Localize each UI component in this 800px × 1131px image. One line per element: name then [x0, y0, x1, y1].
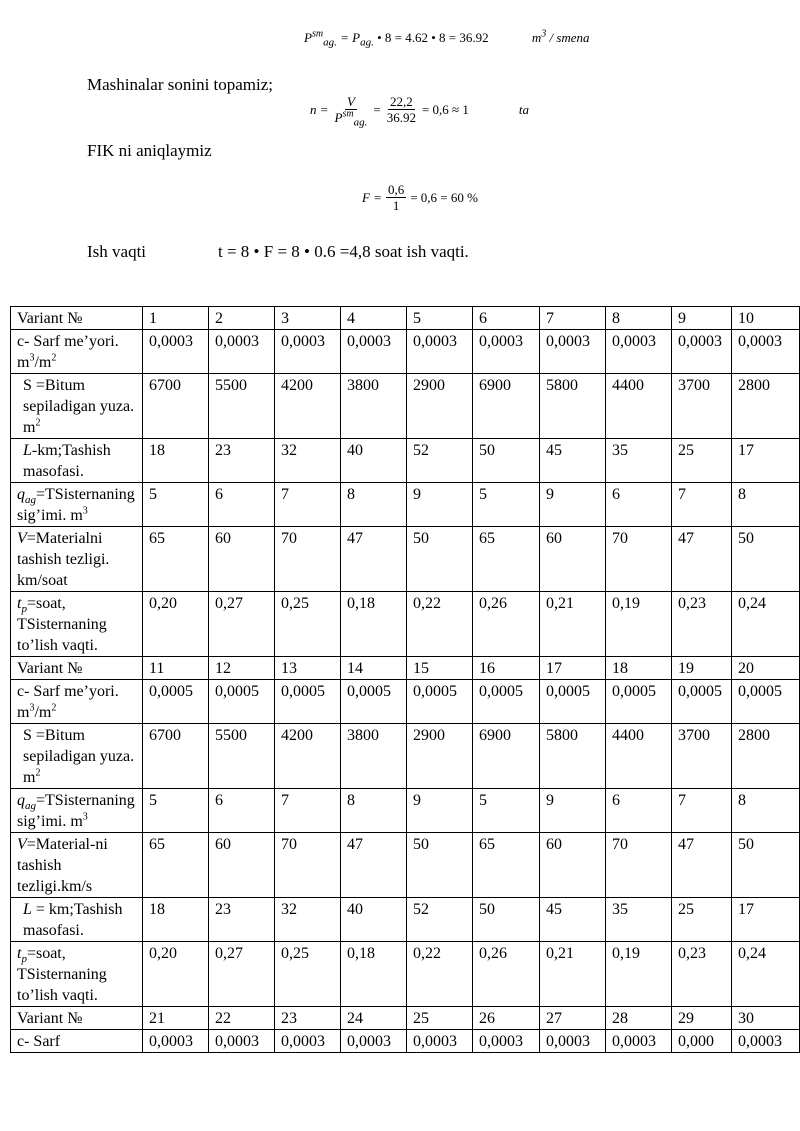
table-cell: 9: [672, 307, 732, 330]
speed-row: [11, 527, 800, 592]
table-cell: 25: [672, 898, 732, 942]
table-cell: 52: [407, 898, 473, 942]
table-cell: 16: [473, 657, 540, 680]
table-cell: 70: [606, 833, 672, 898]
table-cell: 30: [732, 1007, 800, 1030]
table-cell: 0,000: [672, 1030, 732, 1053]
formula-efficiency: F = $\frac{0,6}{1}$ = 0,6 = 60 %: [362, 182, 478, 213]
paragraph-work-time: Ish vaqti t = 8 • F = 8 • 0.6 =4,8 soat ish vaqti.: [87, 242, 469, 261]
variant-row: [11, 307, 800, 330]
table-cell: 52: [407, 439, 473, 483]
table-cell: 5: [143, 789, 209, 833]
table-cell: 0,20: [143, 942, 209, 1007]
table-cell: 0,0005: [540, 680, 606, 724]
table-cell: 17: [540, 657, 606, 680]
table-cell: 9: [540, 789, 606, 833]
table-cell: 0,19: [606, 592, 672, 657]
table-cell: 0,0005: [209, 680, 275, 724]
table-cell: 0,23: [672, 592, 732, 657]
row-label: $t_p=soat$, TSisternaning to’lish vaqti.: [11, 592, 143, 657]
table-cell: 4400: [606, 724, 672, 789]
table-cell: 0,26: [473, 592, 540, 657]
row-label: L = km;Tashish masofasi.: [11, 898, 143, 942]
table-cell: 18: [143, 898, 209, 942]
table-cell: 35: [606, 439, 672, 483]
table-cell: 5: [407, 307, 473, 330]
sarf-row: [11, 330, 800, 374]
table-cell: 2900: [407, 374, 473, 439]
sarf-row: [11, 1030, 800, 1053]
table-cell: 47: [672, 833, 732, 898]
table-cell: 12: [209, 657, 275, 680]
table-cell: 8: [732, 789, 800, 833]
fill-time-row: [11, 942, 800, 1007]
table-cell: 9: [407, 789, 473, 833]
table-cell: 4200: [275, 374, 341, 439]
variants-table: [10, 306, 800, 1053]
table-cell: 60: [209, 833, 275, 898]
table-cell: 5: [473, 789, 540, 833]
table-cell: 40: [341, 439, 407, 483]
table-cell: 11: [143, 657, 209, 680]
distance-row: [11, 898, 800, 942]
fill-time-row: [11, 592, 800, 657]
variant-row: [11, 1007, 800, 1030]
table-cell: 3700: [672, 724, 732, 789]
table-cell: 3800: [341, 724, 407, 789]
table-cell: 45: [540, 439, 606, 483]
table-cell: 60: [540, 833, 606, 898]
table-cell: 0,23: [672, 942, 732, 1007]
table-cell: 0,0003: [672, 330, 732, 374]
bitum-row: [11, 724, 800, 789]
table-cell: 70: [606, 527, 672, 592]
table-cell: 8: [606, 307, 672, 330]
table-cell: 17: [732, 439, 800, 483]
table-cell: 5800: [540, 724, 606, 789]
table-cell: 0,0005: [732, 680, 800, 724]
table-cell: 3: [275, 307, 341, 330]
table-cell: 0,25: [275, 592, 341, 657]
table-cell: 50: [732, 527, 800, 592]
table-cell: 4: [341, 307, 407, 330]
table-cell: 20: [732, 657, 800, 680]
row-label: S =Bitum sepiladigan yuza. $m^2$: [11, 724, 143, 789]
table-cell: 0,0003: [209, 330, 275, 374]
table-cell: 0,0005: [606, 680, 672, 724]
table-cell: 5: [473, 483, 540, 527]
table-cell: 0,0003: [732, 1030, 800, 1053]
table-cell: 0,26: [473, 942, 540, 1007]
table-cell: 18: [143, 439, 209, 483]
table-cell: 0,25: [275, 942, 341, 1007]
table-cell: 6700: [143, 374, 209, 439]
table-cell: 17: [732, 898, 800, 942]
table-cell: 26: [473, 1007, 540, 1030]
tank-capacity-row: [11, 789, 800, 833]
table-cell: 70: [275, 527, 341, 592]
table-cell: 6700: [143, 724, 209, 789]
table-cell: 29: [672, 1007, 732, 1030]
table-cell: 6: [606, 789, 672, 833]
table-cell: 5500: [209, 724, 275, 789]
row-label: c- Sarf me’yori. $m^3/m^2$: [11, 680, 143, 724]
table-cell: 0,0003: [407, 1030, 473, 1053]
table-cell: 50: [407, 527, 473, 592]
table-cell: 7: [672, 789, 732, 833]
variant-row: [11, 657, 800, 680]
table-cell: 0,21: [540, 592, 606, 657]
table-cell: 7: [672, 483, 732, 527]
table-cell: 0,0003: [275, 330, 341, 374]
table-cell: 0,19: [606, 942, 672, 1007]
table-cell: 0,0005: [473, 680, 540, 724]
tank-capacity-row: [11, 483, 800, 527]
table-cell: 8: [341, 789, 407, 833]
table-cell: 3700: [672, 374, 732, 439]
table-cell: 21: [143, 1007, 209, 1030]
table-cell: 3800: [341, 374, 407, 439]
table-cell: 0,0003: [209, 1030, 275, 1053]
table-cell: 0,0005: [407, 680, 473, 724]
table-cell: 6: [209, 789, 275, 833]
table-cell: 0,0003: [341, 1030, 407, 1053]
table-cell: 27: [540, 1007, 606, 1030]
table-cell: 40: [341, 898, 407, 942]
table-cell: 0,18: [341, 942, 407, 1007]
table-cell: 0,20: [143, 592, 209, 657]
table-cell: 0,24: [732, 592, 800, 657]
table-cell: 2800: [732, 724, 800, 789]
table-cell: 32: [275, 898, 341, 942]
table-cell: 6: [209, 483, 275, 527]
table-cell: 50: [732, 833, 800, 898]
table-cell: 28: [606, 1007, 672, 1030]
table-cell: 18: [606, 657, 672, 680]
table-cell: 2900: [407, 724, 473, 789]
table-cell: 0,0003: [275, 1030, 341, 1053]
table-cell: 0,0005: [672, 680, 732, 724]
table-cell: 32: [275, 439, 341, 483]
table-cell: 0,0003: [540, 330, 606, 374]
table-cell: 0,0003: [473, 330, 540, 374]
table-cell: 0,24: [732, 942, 800, 1007]
sarf-row: [11, 680, 800, 724]
formula-unit: $m^3$ / smena: [531, 28, 590, 45]
table-cell: 35: [606, 898, 672, 942]
row-label: c- Sarf: [11, 1030, 143, 1053]
formula-machine-count: n = $\frac{V}{P^{sm}_{ag.}}$ = $\frac{22,2}{36.92}$ = 0,6 ≈ 1 ta: [310, 94, 530, 129]
table-cell: 7: [275, 789, 341, 833]
row-label: S =Bitum sepiladigan yuza. $m^2$: [11, 374, 143, 439]
table-cell: 7: [275, 483, 341, 527]
table-cell: 50: [407, 833, 473, 898]
table-cell: 9: [407, 483, 473, 527]
table-cell: 0,0003: [407, 330, 473, 374]
bitum-row: [11, 374, 800, 439]
row-label: $t_p=soat$, TSisternaning to’lish vaqti.: [11, 942, 143, 1007]
table-cell: 0,0003: [606, 1030, 672, 1053]
table-cell: 0,27: [209, 942, 275, 1007]
table-cell: 47: [341, 527, 407, 592]
table-cell: 0,0003: [143, 1030, 209, 1053]
table-cell: 65: [473, 527, 540, 592]
table-cell: 23: [209, 439, 275, 483]
table-cell: 24: [341, 1007, 407, 1030]
table-cell: 50: [473, 898, 540, 942]
formula-productivity: $P^{sm}_{ag.} = P_{ag.}$ • 8 = 4.62 • 8 = 36.92 $m^3$ / smena: [304, 28, 590, 49]
table-cell: 6: [606, 483, 672, 527]
table-cell: 0,27: [209, 592, 275, 657]
table-cell: 65: [473, 833, 540, 898]
row-label: V=Materialni tashish tezligi. km/soat: [11, 527, 143, 592]
row-label: L-km;Tashish masofasi.: [11, 439, 143, 483]
table-cell: 50: [473, 439, 540, 483]
table-cell: 0,0005: [275, 680, 341, 724]
table-cell: 0,0005: [143, 680, 209, 724]
table-cell: 4400: [606, 374, 672, 439]
table-cell: 19: [672, 657, 732, 680]
table-cell: 8: [341, 483, 407, 527]
table-cell: 6900: [473, 374, 540, 439]
table-cell: 6900: [473, 724, 540, 789]
table-cell: 0,0003: [606, 330, 672, 374]
table-cell: 13: [275, 657, 341, 680]
table-cell: 0,18: [341, 592, 407, 657]
row-label: c- Sarf me’yori. $m^3/m^2$: [11, 330, 143, 374]
row-label: $q_{ag}=TSisternaning$ sig’imi. $m^3$: [11, 483, 143, 527]
table-cell: 25: [672, 439, 732, 483]
row-label: Variant №: [11, 307, 143, 330]
table-cell: 65: [143, 833, 209, 898]
table-cell: 2800: [732, 374, 800, 439]
table-cell: 5: [143, 483, 209, 527]
table-cell: 22: [209, 1007, 275, 1030]
table-cell: 6: [473, 307, 540, 330]
paragraph-machines: Mashinalar sonini topamiz;: [87, 75, 274, 94]
table-cell: 60: [540, 527, 606, 592]
paragraph-efficiency: FIK ni aniqlaymiz: [87, 141, 212, 160]
table-cell: 1: [143, 307, 209, 330]
table-cell: 60: [209, 527, 275, 592]
table-cell: 8: [732, 483, 800, 527]
table-cell: 9: [540, 483, 606, 527]
table-cell: 14: [341, 657, 407, 680]
table-cell: 2: [209, 307, 275, 330]
table-cell: 23: [209, 898, 275, 942]
distance-row: [11, 439, 800, 483]
table-cell: 10: [732, 307, 800, 330]
row-label: $q_{ag}=TSisternaning$ sig’imi. $m^3$: [11, 789, 143, 833]
table-cell: 0,0005: [341, 680, 407, 724]
speed-row: [11, 833, 800, 898]
table-cell: 23: [275, 1007, 341, 1030]
table-cell: 4200: [275, 724, 341, 789]
table-cell: 0,0003: [341, 330, 407, 374]
table-cell: 25: [407, 1007, 473, 1030]
table-cell: 7: [540, 307, 606, 330]
table-cell: 65: [143, 527, 209, 592]
table-cell: 47: [672, 527, 732, 592]
table-cell: 5500: [209, 374, 275, 439]
row-label: Variant №: [11, 657, 143, 680]
table-cell: 15: [407, 657, 473, 680]
table-cell: 0,21: [540, 942, 606, 1007]
table-cell: 0,22: [407, 592, 473, 657]
table-cell: 0,0003: [143, 330, 209, 374]
table-cell: 47: [341, 833, 407, 898]
table-cell: 0,22: [407, 942, 473, 1007]
table-cell: 45: [540, 898, 606, 942]
table-cell: 0,0003: [540, 1030, 606, 1053]
table-cell: 5800: [540, 374, 606, 439]
row-label: V=Material-ni tashish tezligi.km/s: [11, 833, 143, 898]
table-cell: 0,0003: [732, 330, 800, 374]
table-cell: 70: [275, 833, 341, 898]
table-cell: 0,0003: [473, 1030, 540, 1053]
row-label: Variant №: [11, 1007, 143, 1030]
